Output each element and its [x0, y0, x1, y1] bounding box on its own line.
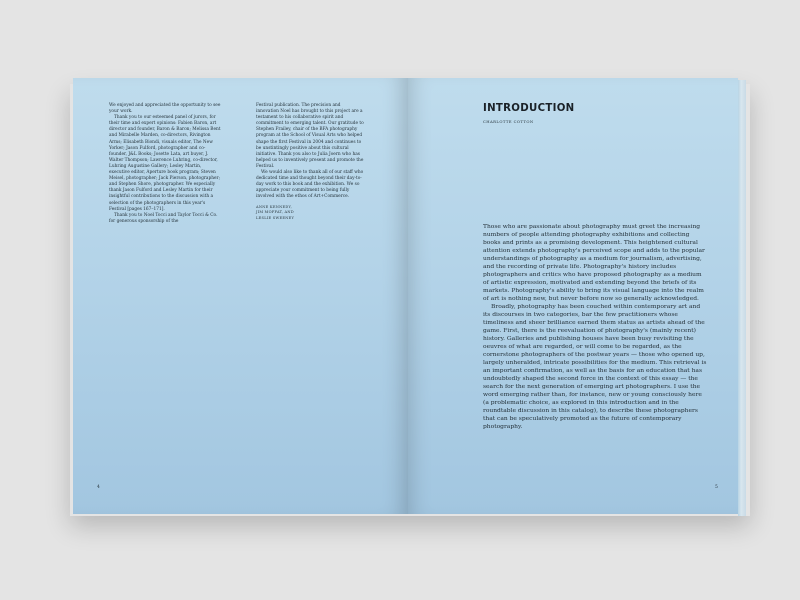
acknowledgements-column-2	[256, 103, 364, 222]
acknowledgements-paragraph: Thank you to our esteemed panel of jurors, for their time and expert opinions: Fabien Baron, art director and founder, Baron & Baron; Melissa Bent and Mirabelle Marden, co-directors, Rivington Arms; Elisabeth Biondi, visuals editor, The New Yorker; Jason Fulford, photographer and co-founder, J&L Books; Josette Lata, art buyer, J. Walter Thompson; Lawrence Luhring, co-director, Luhring Augustine Gallery; Lesley Martin, executive editor, Aperture book program; Steven Meisel, photographer; Jack Pierson, photographer; and Stephen Shore, photographer. We especially thank Jason Fulford and Lesley Martin for their insightful contributions to the discussion with a selection of the photographers in this year's Festival [pages 167–171].	[109, 115, 221, 212]
signatory-line: ANNE KENNEDY,	[256, 204, 293, 209]
acknowledgements-paragraph: Thank you to Noel Tocci and Taylor Tocci & Co. for generous sponsorship of the	[109, 212, 218, 224]
acknowledgements-paragraph: Festival publication. The precision and innovation Noel has brought to this project are a testament to his collaborative spirit and commitment to emerging talent. Our gratitude to Stephen Frailey, chair of the BFA photography program at the School of Visual Arts who helped shape the first Festival in 2004 and continues to be unstintingly positive about this cultural initiative. Thank you also to Julia Joern who has helped us to inventively present and promote the Festival.	[256, 103, 364, 169]
page-number-left: 4	[97, 485, 100, 490]
signatory-line: JIM MOFFAT, AND	[256, 210, 294, 215]
page-number-right: 5	[715, 485, 718, 490]
signatories	[256, 205, 364, 222]
signatory-line: LESLIE SWEENEY	[256, 216, 295, 221]
introduction-paragraph: Those who are passionate about photography must greet the increasing numbers of people attending photography exhibitions and collecting books and prints as a promising development. This heightened cultural attention extends photography's perceived scope and adds to the popular understandings of photography as a medium for journalism, advertising, and the recording of private life. Photography's history includes photographers and critics who have proposed photography as a medium of artistic expression, motivated and extending beyond the briefs of its markets. Photography's ability to bring its visual language into the realm of art is nothing new, but never before now so generally acknowledged.	[483, 223, 705, 303]
acknowledgements-column-1	[109, 103, 221, 225]
chapter-title: INTRODUCTION	[483, 103, 575, 114]
acknowledgements-paragraph: We enjoyed and appreciated the opportunity to see your work.	[109, 103, 221, 115]
chapter-author: CHARLOTTE COTTON	[483, 119, 534, 124]
page-edge-stack	[738, 80, 746, 516]
introduction-body	[483, 223, 708, 431]
introduction-paragraph: Broadly, photography has been couched within contemporary art and its discourses in two categories, bar the few practitioners whose timeliness and sheer brilliance earned them status as artists ahead of the game. First, there is the reevaluation of photography's (mainly recent) history. Galleries and publishing houses have been busy revisiting the oeuvres of what are regarded, or will come to be regarded, as the cornerstone photographers of the postwar years — those who opened up, largely unheralded, intricate possibilities for the medium. This retrieval is an important confirmation, as well as the basis for an education that has undoubtedly shaped the second force in the context of this essay — the search for the next generation of emerging art photographers. I use the word emerging rather than, for instance, new or young consciously here (a problematic choice, as explored in this introduction and in the roundtable discussion in this catalog), to describe these photographers that can be speculatively promoted as the future of contemporary photography.	[483, 303, 707, 431]
acknowledgements-paragraph: We would also like to thank all of our staff who dedicated time and thought beyond their day-to-day work to this book and the exhibition. We so appreciate your commitment to being fully involved with the ethos of Art+Commerce.	[256, 170, 364, 200]
